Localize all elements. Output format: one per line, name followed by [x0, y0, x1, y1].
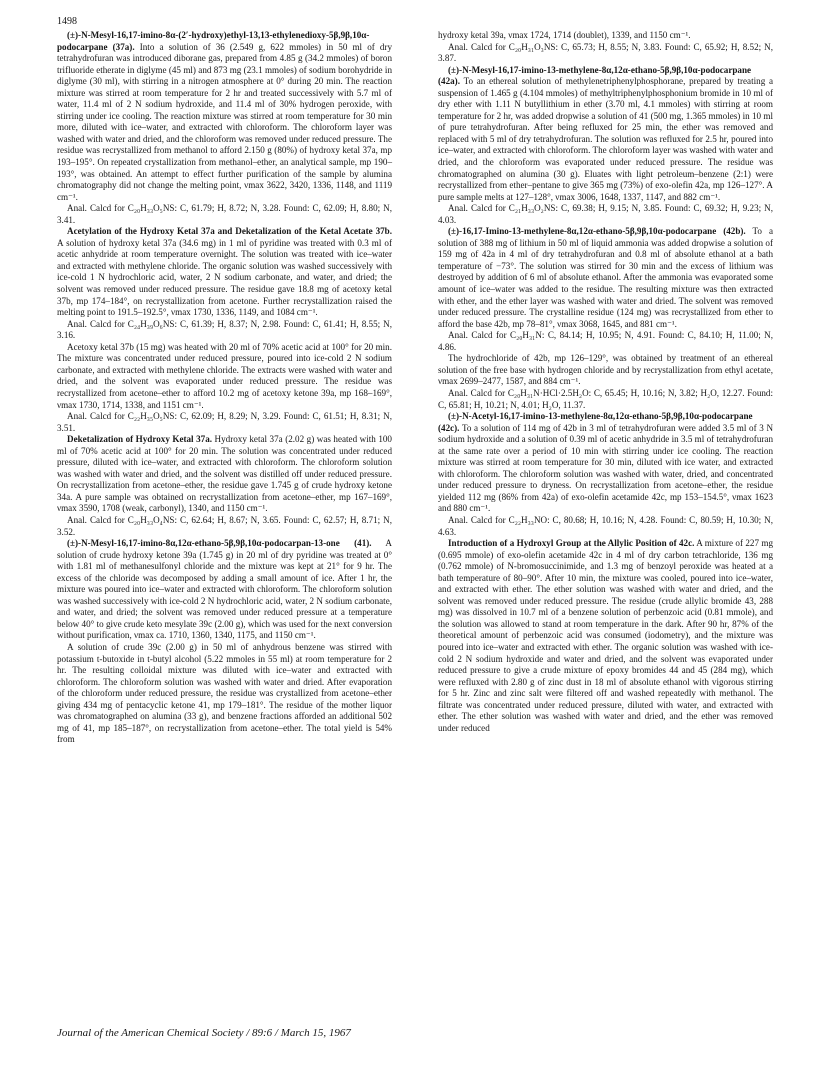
paragraph-text: A solution of crude hydroxy ketone 39a (1.745 g) in 20 ml of dry pyridine was treated at 0° with 1.81 ml of methanesulfonyl chloride and the mixture was kept at 21° for 9 hr. The excess of the chloride was decomposed by adding a small amount of ice. After 1 hr, the mixture was poured into ice–water and extracted with chloroform. The chloroform solution was washed successively with ice-cold 2 N hydrochloric acid, water, 2 N sodium carbonate, and water, and dried; the solvent was removed under reduced pressure at a temperature below 40° to give crude keto mesylate 39c (2.00 g), which was used for the next conversion without purification, νmax ca. 1710, 1360, 1340, 1175, and 1150 cm⁻¹.: [57, 538, 392, 641]
analysis-line: Anal. Calcd for C₂₀H₃₁O₃NS: C, 65.73; H, 8.55; N, 3.83. Found: C, 65.92; H, 8.52; N, 3.87.: [438, 41, 773, 64]
paragraph-text: To an ethereal solution of methylenetriphenylphosphorane, prepared by treating a suspension of 1.465 g (4.104 mmoles) of methyltriphenylphosphonium bromide in 10 ml of dry ether with 1.11 N butyllithium in ether (3.70 ml, 4.1 mmoles) with stirring at room temperature for 2 hr, was added dropwise a solution of 41 (500 mg, 1.365 mmoles) in 10 ml of pure tetrahydrofuran. After being refluxed for 25 min, the ether was removed and replaced with 5 ml of dry tetrahydrofuran. The solution was refluxed for 2.5 hr, poured into ice–water, and extracted with chloroform. The chloroform layer was washed with water and dried, and the chloroform was evaporated under reduced pressure. The residue was chromatographed on alumina (30 g). Eluates with light petroleum–benzene (2:1) were recrystallized from ether–pentane to give 365 mg (73%) of exo-olefin 42a, mp 126–127°. A pure sample melts at 127–128°, νmax 3006, 1648, 1337, 1147, and 882 cm⁻¹.: [438, 76, 774, 202]
paragraph-text: Acetoxy ketal 37b (15 mg) was heated with 20 ml of 70% acetic acid at 100° for 20 min. The mixture was concentrated under reduced pressure, poured into ice-cold 2 N sodium carbonate, and extracted with methylene chloride. The extracts were washed with water and dried, and the solvent was evaporated under reduced pressure. The residue was recrystallized from acetone–ether to afford 10.2 mg of acetoxy ketone 39a, mp 168–169°, νmax 1730, 1714, 1338, and 1151 cm⁻¹.: [57, 341, 392, 410]
section-heading: (±)-N-Mesyl-16,17-imino-13-methylene-8α,12α-ethano-5β,9β,10α-podocarpane (42a).: [438, 64, 752, 87]
paragraph: [438, 65, 773, 204]
analysis-line: Anal. Calcd for C₂₀H₃₁N: C, 84.14; H, 10.95; N, 4.91. Found: C, 84.10; H, 11.00; N, 4.86.: [438, 330, 773, 352]
paragraph: [57, 538, 392, 642]
paragraph-text: A solution of crude 39c (2.00 g) in 50 ml of anhydrous benzene was stirred with potassium t-butoxide in t-butyl alcohol (5.22 mmoles in 55 ml) at room temperature for 2 hr. The resulting colloidal mixture was diluted with ice–water and extracted with chloroform. The chloroform solution was washed with water and dried. After evaporation of the chloroform under reduced pressure, the residue was crystallized from acetone–ether giving 434 mg of pentacyclic ketone 41, mp 179–181°. The residue of the mother liquor was chromatographed on alumina (33 g), and benzene fractions afforded an additional 502 mg of 41, mp 185–187°, on recrystallization from acetone–ether. The total yield is 54% from: [57, 641, 392, 745]
analysis-line: Anal. Calcd for C₂₀H₃₁N·HCl·2.5H₂O: C, 65.45; H, 10.16; N, 3.82; H₂O, 12.27. Found: C, 65.81; H, 10.21; N, 4.01; H₂O, 11.37.: [438, 387, 773, 410]
section-heading: Acetylation of the Hydroxy Ketal 37a and Deketalization of the Ketal Acetate 37b.: [67, 226, 392, 237]
paragraph-text: To a solution of 388 mg of lithium in 50 ml of liquid ammonia was added dropwise a solution of 159 mg of 42a in 4 ml of dry tetrahydrofuran and 0.8 ml of absolute ethanol at a bath temperature of −73°. The solution was stirred for 30 min and the excess of lithium was destroyed by addition of 6 ml of absolute ethanol. After the ammonia was evaporated some amount of ice–water was added to the residue. The resulting mixture was then extracted with ether, and the ether layer was washed with water and dried. The solvent was removed under reduced pressure. The crystalline residue (124 mg) was recrystallized from ether to afford the base 42b, mp 78–81°, νmax 3068, 1645, and 881 cm⁻¹.: [438, 226, 773, 329]
paragraph: [57, 342, 392, 411]
page-number: 1498: [57, 16, 77, 27]
paragraph-text: A mixture of 227 mg (0.695 mmole) of exo-olefin acetamide 42c in 4 ml of dry carbon tetrachloride, 136 mg (0.762 mmole) of N-bromosuccinimide, and 1.3 mg of benzoyl peroxide was heated at a bath temperature of 80–90°. After 10 min, the mixture was cooled, poured into ice–water, and extracted with ether. The ether solution was washed with water and dried, and the solvent was removed under reduced pressure. The residue (crude allylic bromide 43, 288 mg) was dissolved in 10.7 ml of a benzene solution of perbenzoic acid (0.81 mmole), and the solution was allowed to stand at room temperature in the dark. After 90 hr, 87% of the theoretical amount of perbenzoic acid was consumed (iodometry), and the mixture was poured into ice–water and extracted with ether. The organic solution was washed with ice-cold 2 N sodium hydroxide and water and dried, and the solvent was evaporated under reduced pressure to give a crude mixture of epoxy bromides 44 and 45 (284 mg), which were refluxed with 2.80 g of zinc dust in 18 ml of absolute ethanol with vigorous stirring for 5 hr. Zinc and zinc salt were filtered off and washed repeatedly with methanol. The filtrate was concentrated under reduced pressure, diluted with water, and extracted with ether. The ether solution was washed with water and dried, and the ether was removed under reduced: [438, 538, 773, 733]
paragraph-text: hydroxy ketal 39a, νmax 1724, 1714 (doublet), 1339, and 1150 cm⁻¹.: [438, 30, 691, 40]
paragraph: [438, 538, 773, 734]
section-heading: (±)-N-Mesyl-16,17-imino-8α-(2′-hydroxy)ethyl-13,13-ethylenedioxy-5β,9β,10α-podocarpane (37a).: [57, 30, 370, 52]
section-heading: (±)-16,17-Imino-13-methylene-8α,12α-ethano-5β,9β,10α-podocarpane (42b).: [448, 226, 746, 237]
right-column: [438, 30, 773, 734]
section-heading: (±)-N-Acetyl-16,17-imino-13-methylene-8α,12α-ethano-5β,9β,10α-podocarpane (42c).: [438, 411, 753, 433]
analysis-line: Anal. Calcd for C₂₁H₃₃O₂NS: C, 69.38; H, 9.15; N, 3.85. Found: C, 69.32; H, 9.23; N, 4.03.: [438, 203, 773, 225]
analysis-line: Anal. Calcd for C₂₀H₃₃O₅NS: C, 61.79; H, 8.72; N, 3.28. Found: C, 62.09; H, 8.80; N, 3.41.: [57, 203, 392, 225]
left-column: [57, 30, 392, 746]
paragraph-text: A solution of hydroxy ketal 37a (34.6 mg) in 1 ml of pyridine was treated with 0.3 ml of acetic anhydride at room temperature overnight. The solution was treated with ice–water and extracted with methylene chloride. The organic solution was washed successively with ice-cold 1 N hydrochloric acid, water, 2 N sodium carbonate, and water, and dried; the solvent was removed under reduced pressure. The residue gave 18.8 mg of acetoxy ketal 37b, mp 174–184°, on recrystallization from acetone. Further recrystallization raised the melting point to 191.5–192.5°, νmax 1730, 1336, 1149, and 1084 cm⁻¹.: [57, 237, 392, 318]
paragraph-text: To a solution of 114 mg of 42b in 3 ml of tetrahydrofuran were added 3.5 ml of 3 N sodium hydroxide and a solution of 0.39 ml of acetic anhydride in 3.5 ml of tetrahydrofuran at the same rate over a period of 10 min with stirring under ice cooling. The reaction mixture was stirred at room temperature for 30 min, diluted with ice water, and extracted with chloroform. The chloroform solution was washed with water, dried, and concentrated under reduced pressure to dryness. On recrystallization from acetone–ether, the residue yielded 112 mg (86% from 42a) of exo-olefin acetamide 42c, mp 153–154.5°, νmax 1623 and 880 cm⁻¹.: [438, 422, 774, 514]
paragraph: [438, 353, 773, 388]
analysis-line: Anal. Calcd for C₂₂H₃₃NO: C, 80.68; H, 10.16; N, 4.28. Found: C, 80.59; H, 10.30; N, 4.63.: [438, 514, 773, 537]
paragraph-text: Into a solution of 36 (2.549 g, 622 mmoles) in 50 ml of dry tetrahydrofuran was introduced diborane gas, prepared from 4.85 g (34.2 mmoles) of boron trifluoride etherate in diglyme (45 ml) and 873 mg (23.1 mmoles) of sodium borohydride in diglyme (30 ml), with stirring in a nitrogen atmosphere at 0° during 20 min. The reaction mixture was stirred at room temperature for 2 hr and treated successively with 5.7 ml of water, 11.4 ml of 2 N sodium hydroxide, and 11.4 ml of 30% hydrogen peroxide, with stirring under ice cooling. The reaction mixture was stirred at room temperature for 30 min more, diluted with ice–water, and extracted with chloroform. The chloroform layer was washed with water and dried, and the chloroform was removed under reduced pressure. The residue was recrystallized from methanol to afford 2.150 g (80%) of hydroxy ketal 37a, mp 193–195°. On repeated crystallization from methanol–ether, an analytical sample, mp 190–193°, was obtained. An attempt to effect further purification of the sample by alumina chromatography did not change the melting point, νmax 3622, 3420, 1336, 1148, and 1119 cm⁻¹.: [57, 41, 392, 202]
paragraph-text: Hydroxy ketal 37a (2.02 g) was heated with 100 ml of 70% acetic acid at 100° for 20 min. The solution was concentrated under reduced pressure, diluted with ice–water, and extracted with chloroform. The chloroform solution was washed with water and dried, and the solvent was distilled off under reduced pressure. On recrystallization from acetone–ether, the residue gave 1.745 g of crude hydroxy ketone 34a. A pure sample was obtained on recrystallization from acetone–ether, mp 167–169°, νmax 3590, 1708 (weak, carbonyl), 1340, and 1150 cm⁻¹.: [57, 434, 392, 514]
paragraph: [57, 434, 392, 515]
paragraph: [438, 411, 773, 515]
section-heading: (±)-N-Mesyl-16,17-imino-8α,12α-ethano-5β,9β,10α-podocarpan-13-one (41).: [67, 538, 372, 549]
journal-footer: Journal of the American Chemical Society / 89:6 / March 15, 1967: [57, 1027, 351, 1039]
analysis-line: Anal. Calcd for C₂₂H₃₅O₅NS: C, 62.09; H, 8.29; N, 3.29. Found: C, 61.51; H, 8.31; N, 3.51.: [57, 411, 392, 433]
section-heading: Introduction of a Hydroxyl Group at the Allylic Position of 42c.: [448, 538, 695, 549]
paragraph: [57, 30, 392, 203]
paragraph: [57, 642, 392, 746]
paragraph: [57, 226, 392, 318]
analysis-line: Anal. Calcd for C₂₄H₃₉O₆NS: C, 61.39; H, 8.37; N, 2.98. Found: C, 61.41; H, 8.55; N, 3.16.: [57, 318, 392, 341]
paragraph-text: The hydrochloride of 42b, mp 126–129°, was obtained by treatment of an ethereal solution of the free base with hydrogen chloride and by recrystallization from ethyl acetate, νmax 2699–2477, 1587, and 884 cm⁻¹.: [438, 353, 773, 387]
paragraph: [438, 226, 773, 330]
section-heading: Deketalization of Hydroxy Ketal 37a.: [67, 434, 213, 445]
paragraph: [438, 30, 773, 42]
analysis-line: Anal. Calcd for C₂₀H₃₃O₄NS: C, 62.64; H, 8.67; N, 3.65. Found: C, 62.57; H, 8.71; N, 3.52.: [57, 514, 392, 537]
